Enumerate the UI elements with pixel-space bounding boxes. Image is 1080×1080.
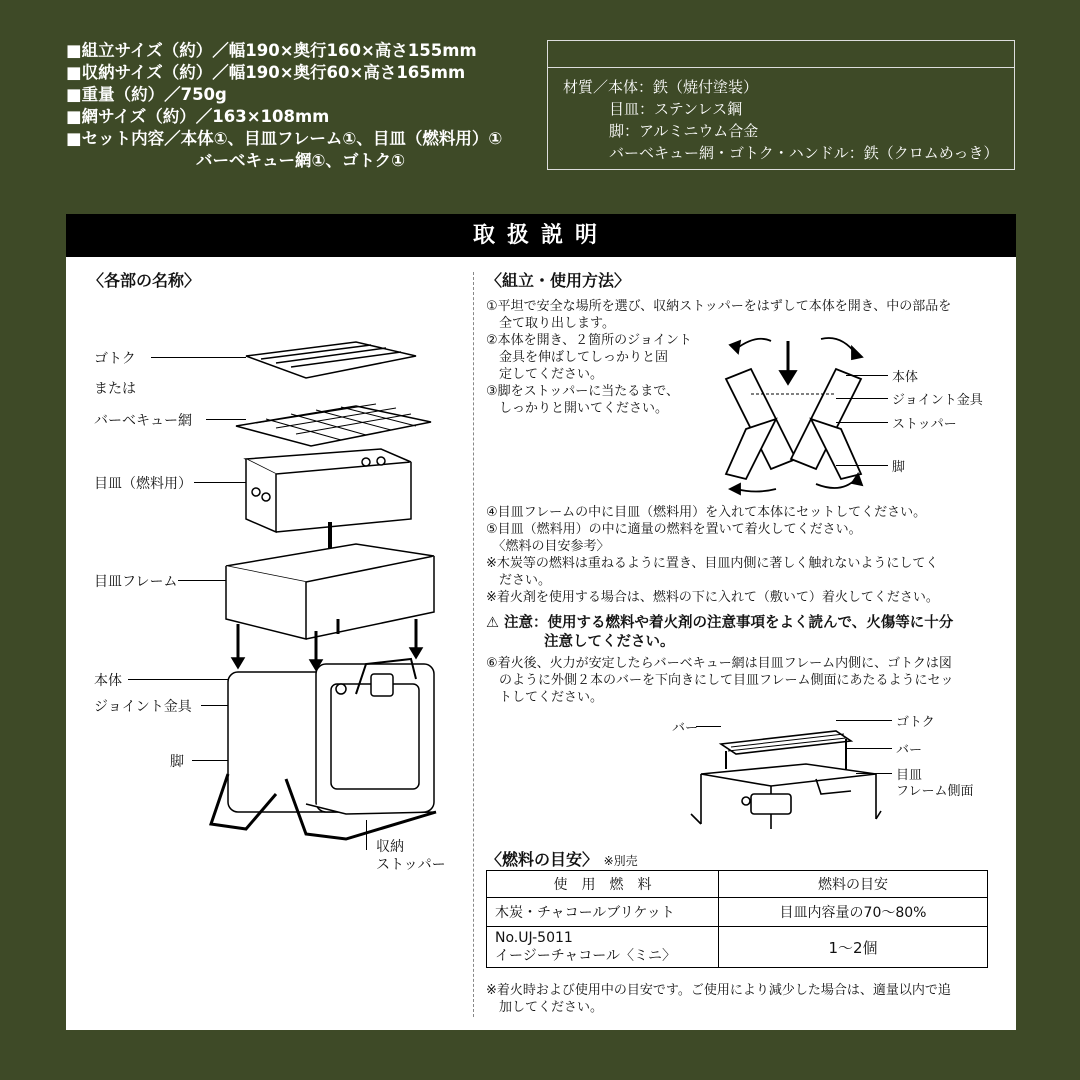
fuel-table <box>486 870 988 968</box>
materials-box <box>547 40 1015 170</box>
step-line: ⑤目皿（燃料用）の中に適量の燃料を置いて着火してください。 <box>486 522 862 537</box>
parts-title: 〈各部の名称〉 <box>88 271 201 290</box>
spec-list <box>66 40 502 172</box>
step-line: ※着火剤を使用する場合は、燃料の下に入れて（敷いて）着火してください。 <box>486 590 939 605</box>
cell-fuel: 木炭・チャコールブリケット <box>487 898 719 927</box>
label-bbq-net: バーベキュー網 <box>94 413 192 429</box>
material-line: 脚：アルミニウム合金 <box>609 122 759 140</box>
step-line: ②本体を開き、２箇所のジョイント <box>486 333 692 348</box>
step-line: トしてください。 <box>486 690 604 705</box>
label-body: 本体 <box>94 673 122 689</box>
fig2-label-plate: 目皿 <box>896 768 923 783</box>
table-row <box>487 898 988 927</box>
spec-line: ■収納サイズ（約）／幅190×奥行60×高さ165mm <box>66 63 466 82</box>
leader-line <box>696 726 721 727</box>
label-or: または <box>94 381 136 397</box>
table-header-row <box>487 871 988 898</box>
fig2-label-bar: バー <box>672 721 699 736</box>
fig1-label-stopper: ストッパー <box>892 417 957 432</box>
cell-fuel-line: イージーチャコール〈ミニ〉 <box>495 948 677 964</box>
step-line: ①平坦で安全な場所を選び、収納ストッパーをはずして本体を開き、中の部品を <box>486 299 952 314</box>
parts-diagram <box>206 334 466 844</box>
spec-line: ■重量（約）／750g <box>66 85 227 104</box>
table-row <box>487 927 988 968</box>
fuel-title-note: ※別売 <box>603 854 638 868</box>
leader-line <box>836 422 888 423</box>
divider <box>473 272 474 1017</box>
leader-line <box>846 375 888 376</box>
fig2-label-gotoku: ゴトク <box>896 715 935 730</box>
spec-line: ■セット内容／本体①、目皿フレーム①、目皿（燃料用）① <box>66 129 503 148</box>
warning-line: 注意してください。 <box>486 634 675 650</box>
fuel-title-text: 〈燃料の目安〉 <box>486 850 599 869</box>
step-line: ださい。 <box>486 573 552 588</box>
fig2-label-frame-side: フレーム側面 <box>896 784 974 799</box>
cell-fuel-line: No.UJ-5011 <box>495 930 573 946</box>
leader-line <box>836 465 888 466</box>
leader-line <box>366 820 367 850</box>
material-line: 目皿：ステンレス鋼 <box>609 100 743 118</box>
step-line: ※木炭等の燃料は重ねるように置き、目皿内側に著しく触れないようにしてく <box>486 556 939 571</box>
warning-line: ⚠ 注意：使用する燃料や着火剤の注意事項をよく読んで、火傷等に十分 <box>486 615 954 631</box>
cell-amount: 1～2個 <box>719 927 988 968</box>
step-line: 定してください。 <box>486 367 604 382</box>
note-line: ※着火時および使用中の目安です。ご使用により減少した場合は、適量以内で追 <box>486 983 951 998</box>
steps-c <box>486 655 953 706</box>
spec-line: バーベキュー網①、ゴトク① <box>196 151 406 170</box>
label-leg: 脚 <box>170 754 184 770</box>
step-line: のように外側２本のバーを下向きにして目皿フレーム側面にあたるようにセッ <box>486 673 954 688</box>
open-diagram <box>716 329 886 499</box>
col-header-fuel: 使 用 燃 料 <box>487 871 719 898</box>
spec-line: ■網サイズ（約）／163×108mm <box>66 107 330 126</box>
warning <box>486 614 953 652</box>
cell-amount: 目皿内容量の70～80% <box>719 898 988 927</box>
label-plate-frame: 目皿フレーム <box>94 574 178 590</box>
instruction-header: 取扱説明 <box>66 214 1016 257</box>
fig1-label-leg: 脚 <box>892 460 906 475</box>
step-line: ③脚をストッパーに当たるまで、 <box>486 384 680 399</box>
step-line: 〈燃料の目安参考〉 <box>486 539 610 554</box>
step-line: 金具を伸ばしてしっかりと固 <box>486 350 669 365</box>
material-line: バーベキュー網・ゴトク・ハンドル：鉄（クロムめっき） <box>609 144 999 162</box>
gotoku-diagram <box>686 719 896 829</box>
leader-line <box>836 398 888 399</box>
label-gotoku: ゴトク <box>94 351 136 367</box>
cell-fuel <box>487 927 719 968</box>
leader-line <box>856 773 892 774</box>
spec-line: ■組立サイズ（約）／幅190×奥行160×高さ155mm <box>66 41 477 60</box>
fig1-label-joint: ジョイント金具 <box>892 393 983 408</box>
step-line: ⑥着火後、火力が安定したらバーベキュー網は目皿フレーム内側に、ゴトクは図 <box>486 656 952 671</box>
instruction-panel <box>66 214 1016 1030</box>
col-header-amount: 燃料の目安 <box>719 871 988 898</box>
fig1-label-body: 本体 <box>892 370 919 385</box>
material-line: 材質／本体：鉄（焼付塗装） <box>563 78 759 96</box>
assembly-title: 〈組立・使用方法〉 <box>486 271 631 290</box>
label-storage: 収納 <box>376 839 404 855</box>
fuel-title <box>486 847 638 870</box>
step-line: 全て取り出します。 <box>486 316 615 331</box>
leader-line <box>836 720 892 721</box>
label-joint: ジョイント金具 <box>94 699 192 715</box>
step-line: しっかりと開いてください。 <box>486 401 669 416</box>
steps-b <box>486 504 939 606</box>
label-stopper: ストッパー <box>376 857 446 873</box>
label-fuel-plate: 目皿（燃料用） <box>94 476 192 492</box>
fig2-label-bar2: バー <box>896 743 923 758</box>
step-line: ④目皿フレームの中に目皿（燃料用）を入れて本体にセットしてください。 <box>486 505 927 520</box>
note-line: 加してください。 <box>486 1000 604 1015</box>
materials-box-top <box>548 41 1014 68</box>
leader-line <box>846 748 892 749</box>
fuel-note <box>486 982 951 1016</box>
